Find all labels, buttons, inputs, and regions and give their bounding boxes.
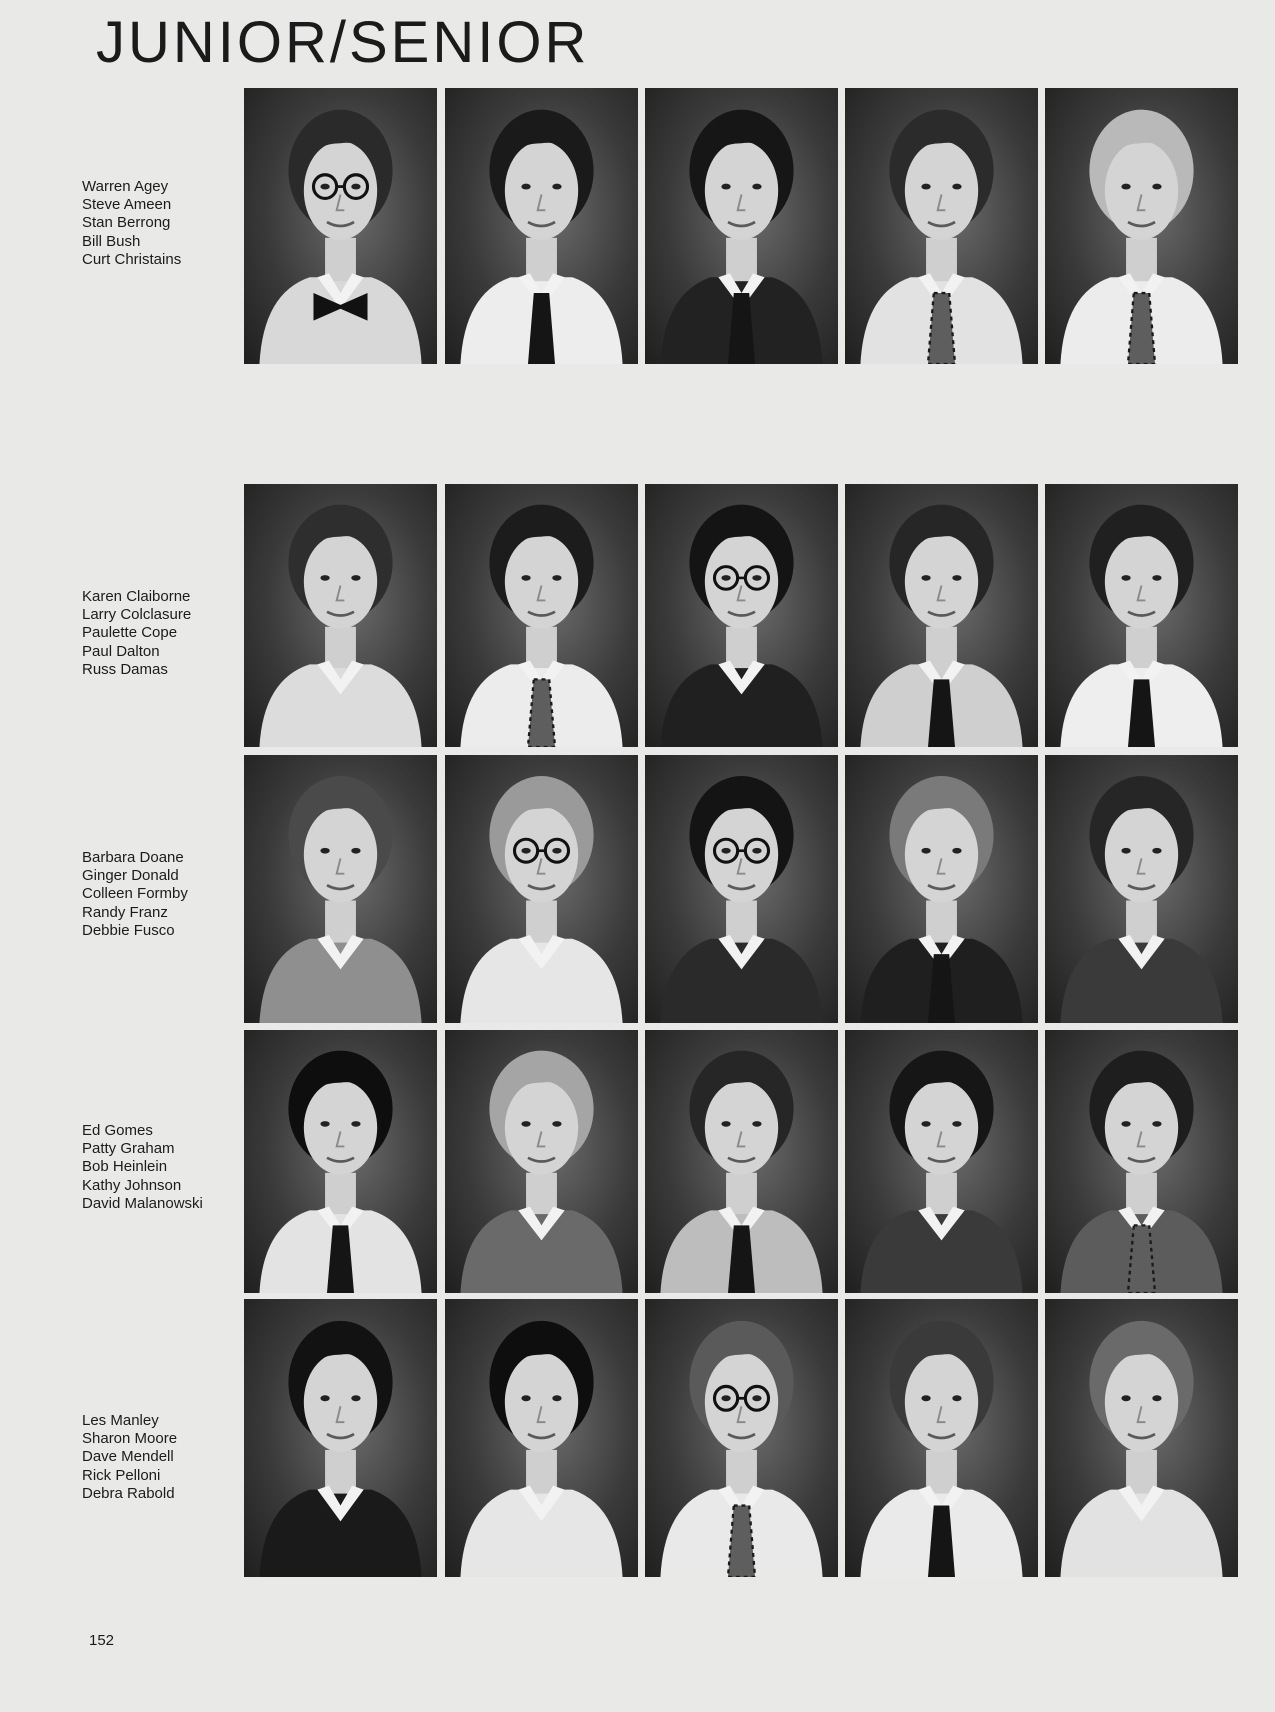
student-name: Barbara Doane bbox=[82, 849, 184, 866]
student-name: Curt Christains bbox=[82, 250, 182, 268]
student-portrait bbox=[645, 755, 838, 1023]
student-name: Paulette Cope bbox=[82, 624, 178, 642]
student-name: Les Manley bbox=[82, 1412, 159, 1429]
student-name: Warren Agey bbox=[82, 178, 169, 195]
student-portrait bbox=[244, 88, 437, 364]
student-name: Paul Dalton bbox=[82, 642, 160, 660]
student-portrait bbox=[445, 755, 638, 1023]
student-portrait bbox=[445, 88, 638, 364]
student-name: Ginger Donald bbox=[82, 867, 179, 885]
student-name: Rick Pelloni bbox=[82, 1466, 161, 1484]
student-portrait bbox=[645, 88, 838, 364]
portrait-row bbox=[244, 1030, 1241, 1293]
student-portrait bbox=[845, 1030, 1038, 1293]
page-title: JUNIOR/SENIOR bbox=[96, 10, 590, 75]
student-portrait bbox=[1045, 1299, 1238, 1577]
student-portrait bbox=[845, 88, 1038, 364]
student-portrait bbox=[1045, 755, 1238, 1023]
student-portrait bbox=[244, 484, 437, 747]
name-list bbox=[82, 588, 232, 679]
student-portrait bbox=[1045, 88, 1238, 364]
student-portrait bbox=[645, 1030, 838, 1293]
portrait-row bbox=[244, 484, 1241, 747]
student-name: Colleen Formby bbox=[82, 885, 188, 903]
student-portrait bbox=[445, 1030, 638, 1293]
student-name: Steve Ameen bbox=[82, 196, 172, 214]
name-list bbox=[82, 1412, 232, 1503]
student-name: Ed Gomes bbox=[82, 1122, 153, 1139]
name-list bbox=[82, 178, 232, 269]
student-name: David Malanowski bbox=[82, 1194, 203, 1212]
page-number: 152 bbox=[89, 1632, 115, 1649]
portrait-row bbox=[244, 1299, 1241, 1577]
name-list bbox=[82, 849, 232, 940]
student-name: Bob Heinlein bbox=[82, 1158, 168, 1176]
student-name: Debbie Fusco bbox=[82, 921, 175, 939]
student-portrait bbox=[244, 1299, 437, 1577]
name-list bbox=[82, 1122, 232, 1213]
student-portrait bbox=[244, 755, 437, 1023]
student-portrait bbox=[445, 1299, 638, 1577]
portrait-row bbox=[244, 755, 1241, 1023]
student-portrait bbox=[1045, 1030, 1238, 1293]
student-name: Randy Franz bbox=[82, 903, 168, 921]
student-portrait bbox=[845, 1299, 1038, 1577]
student-portrait bbox=[645, 484, 838, 747]
student-portrait bbox=[645, 1299, 838, 1577]
student-name: Kathy Johnson bbox=[82, 1176, 182, 1194]
student-name: Bill Bush bbox=[82, 232, 141, 250]
student-name: Sharon Moore bbox=[82, 1430, 178, 1448]
student-portrait bbox=[1045, 484, 1238, 747]
student-portrait bbox=[845, 484, 1038, 747]
student-portrait bbox=[445, 484, 638, 747]
student-name: Debra Rabold bbox=[82, 1484, 175, 1502]
student-name: Russ Damas bbox=[82, 660, 168, 678]
portrait-row bbox=[244, 88, 1241, 364]
student-name: Patty Graham bbox=[82, 1140, 175, 1158]
student-name: Stan Berrong bbox=[82, 214, 171, 232]
student-name: Larry Colclasure bbox=[82, 606, 192, 624]
student-name: Dave Mendell bbox=[82, 1448, 174, 1466]
student-portrait bbox=[244, 1030, 437, 1293]
student-portrait bbox=[845, 755, 1038, 1023]
student-name: Karen Claiborne bbox=[82, 588, 191, 605]
